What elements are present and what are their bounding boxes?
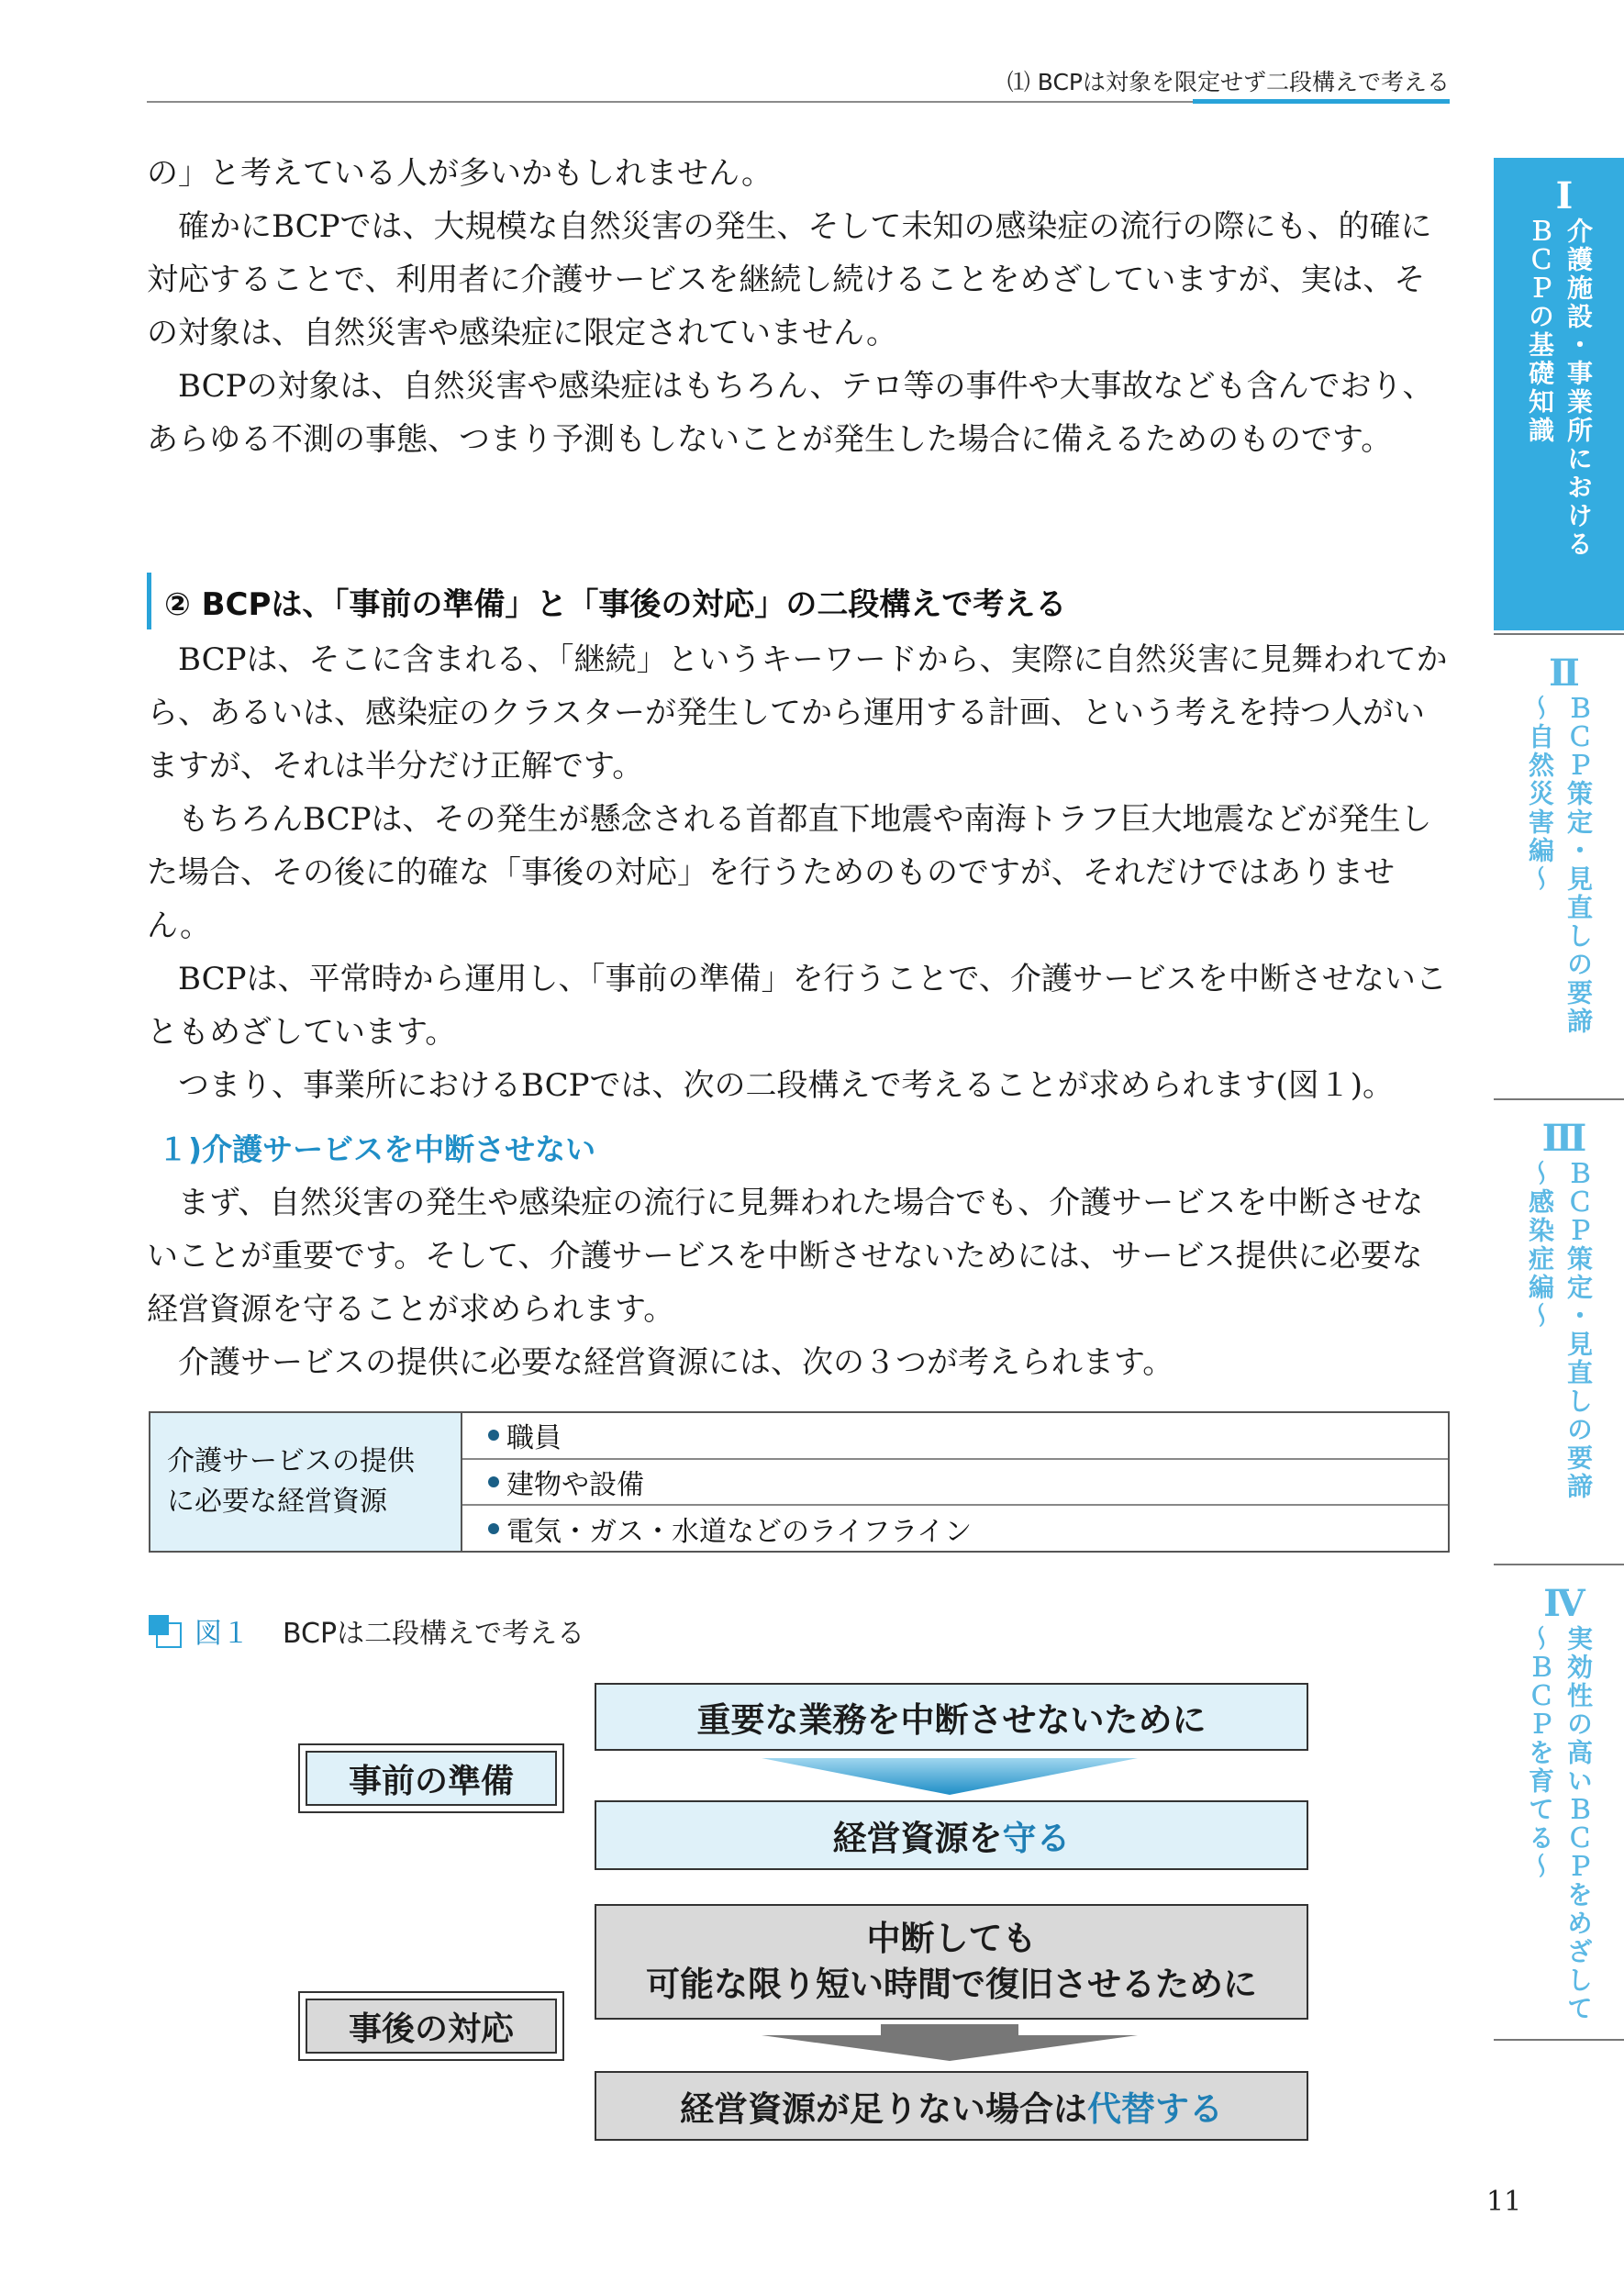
resource-item — [462, 1413, 1448, 1460]
chapter-tab-subtitle: ～自然災害編～ — [1525, 695, 1555, 894]
resources-items — [462, 1413, 1448, 1551]
result-box-substitute — [595, 2071, 1308, 2141]
resources-label-line-2: に必要な経営資源 — [167, 1486, 387, 1518]
figure-caption — [149, 1610, 584, 1651]
chapter-tab-title: 実効性の高いＢＣＰをめざして — [1563, 1625, 1594, 2023]
pre-preparation-label — [298, 1743, 564, 1813]
chapter-tab-subtitle: ＢＣＰの基礎知識 — [1525, 217, 1555, 445]
chapter-tab-numeral: Ⅰ — [1555, 174, 1574, 217]
goal-box-recovery-line-1: 中断しても — [866, 1919, 1037, 1958]
result-box-protect-accent: 守る — [1002, 1819, 1071, 1858]
paragraph-9: 介護サービスの提供に必要な経営資源には、次の３つが考えられます。 — [178, 1344, 1174, 1381]
chapter-tab-numeral: Ⅲ — [1541, 1117, 1587, 1160]
resources-table-label — [150, 1413, 462, 1551]
sub-heading: １)介護サービスを中断させない — [158, 1131, 596, 1167]
paragraph-2: 確かにBCPでは、大規模な自然災害の発生、そして未知の感染症の流行の際にも、的確に対応することで、利用者に介護サービスを継続し続けることをめざしていますが、実は、その対象は、自然災害や感染症に限定されていません。 — [147, 208, 1432, 351]
figure-icon — [149, 1615, 180, 1646]
paragraph-6: BCPは、平常時から運用し、「事前の準備」を行うことで、介護サービスを中断させないこともめざしています。 — [147, 961, 1447, 1051]
arrow-down-gray-icon — [762, 2024, 1138, 2061]
result-box-protect-text: 経営資源を — [832, 1819, 1003, 1858]
bullet-icon — [488, 1523, 499, 1534]
chapter-tab-1[interactable] — [1494, 158, 1624, 630]
paragraph-1: の」と考えている人が多いかもしれません。 — [147, 155, 773, 192]
pre-preparation-label-text: 事前の準備 — [306, 1751, 557, 1806]
goal-box-recovery — [595, 1904, 1308, 2020]
paragraph-8: まず、自然災害の発生や感染症の流行に見舞われた場合でも、介護サービスを中断させないことが重要です。そして、介護サービスを中断させないためには、サービス提供に必要な経営資源を守ることが求められます。 — [147, 1185, 1424, 1328]
header-accent-rule — [1193, 99, 1450, 104]
paragraph-3: BCPの対象は、自然災害や感染症はもちろん、テロ等の事件や大事故なども含んでおり、あらゆる不測の事態、つまり予測もしないことが発生した場合に備えるためのものです。 — [147, 368, 1434, 458]
chapter-tab-numeral: Ⅱ — [1549, 651, 1580, 695]
page-number: 11 — [1486, 2186, 1522, 2218]
chapter-tab-numeral: Ⅳ — [1543, 1582, 1585, 1625]
chapter-tab-4[interactable] — [1494, 1564, 1624, 2041]
post-response-label-text: 事後の対応 — [306, 1999, 557, 2054]
chapter-tab-subtitle: ～感染症編～ — [1525, 1160, 1555, 1331]
resource-item-text: 職員 — [506, 1422, 562, 1455]
arrow-down-blue-icon — [762, 1758, 1138, 1795]
goal-box-recovery-line-2: 可能な限り短い時間で復旧させるために — [646, 1965, 1257, 2004]
chapter-tab-subtitle: ～ＢＣＰを育てる～ — [1525, 1625, 1555, 1881]
chapter-tab-2[interactable] — [1494, 633, 1624, 1097]
resources-table — [149, 1411, 1450, 1553]
chapter-tab-title: 介護施設・事業所における — [1563, 217, 1594, 559]
resource-item — [462, 1460, 1448, 1507]
paragraph-5: もちろんBCPは、その発生が懸念される首都直下地震や南海トラフ巨大地震などが発生した場合、その後に的確な「事後の対応」を行うためのものですが、それだけではありません。 — [147, 801, 1432, 944]
resources-label-line-1: 介護サービスの提供 — [167, 1445, 415, 1477]
result-box-substitute-accent: 代替する — [1087, 2089, 1223, 2129]
section-heading-bar — [147, 573, 151, 629]
paragraph-7: つまり、事業所におけるBCPでは、次の二段構えで考えることが求められます(図１)。 — [178, 1067, 1395, 1104]
section-heading-text: ② BCPは、「事前の準備」と「事後の対応」の二段構えで考える — [164, 585, 1067, 623]
resource-item-text: 電気・ガス・水道などのライフライン — [506, 1515, 973, 1548]
result-box-protect — [595, 1800, 1308, 1870]
resource-item — [462, 1506, 1448, 1551]
chapter-tab-3[interactable] — [1494, 1098, 1624, 1562]
chapter-tab-title: ＢＣＰ策定・見直しの要諦 — [1563, 1160, 1594, 1501]
running-header: ⑴ BCPは対象を限定せず二段構えで考える — [1007, 69, 1450, 95]
post-response-label — [298, 1991, 564, 2061]
section-heading — [147, 574, 1066, 629]
chapter-tab-title: ＢＣＰ策定・見直しの要諦 — [1563, 695, 1594, 1036]
bullet-icon — [488, 1430, 499, 1441]
result-box-substitute-text: 経営資源が足りない場合は — [680, 2089, 1087, 2129]
bullet-icon — [488, 1476, 499, 1487]
figure-title: BCPは二段構えで考える — [283, 1618, 585, 1650]
resource-item-text: 建物や設備 — [506, 1469, 644, 1501]
paragraph-4: BCPは、そこに含まれる、「継続」というキーワードから、実際に自然災害に見舞われてから、あるいは、感染症のクラスターが発生してから運用する計画、という考えを持つ人がいますが、それは半分だけ正解です。 — [147, 641, 1448, 785]
figure-number: 図１ — [195, 1618, 250, 1650]
goal-box-continuity: 重要な業務を中断させないために — [595, 1683, 1308, 1751]
